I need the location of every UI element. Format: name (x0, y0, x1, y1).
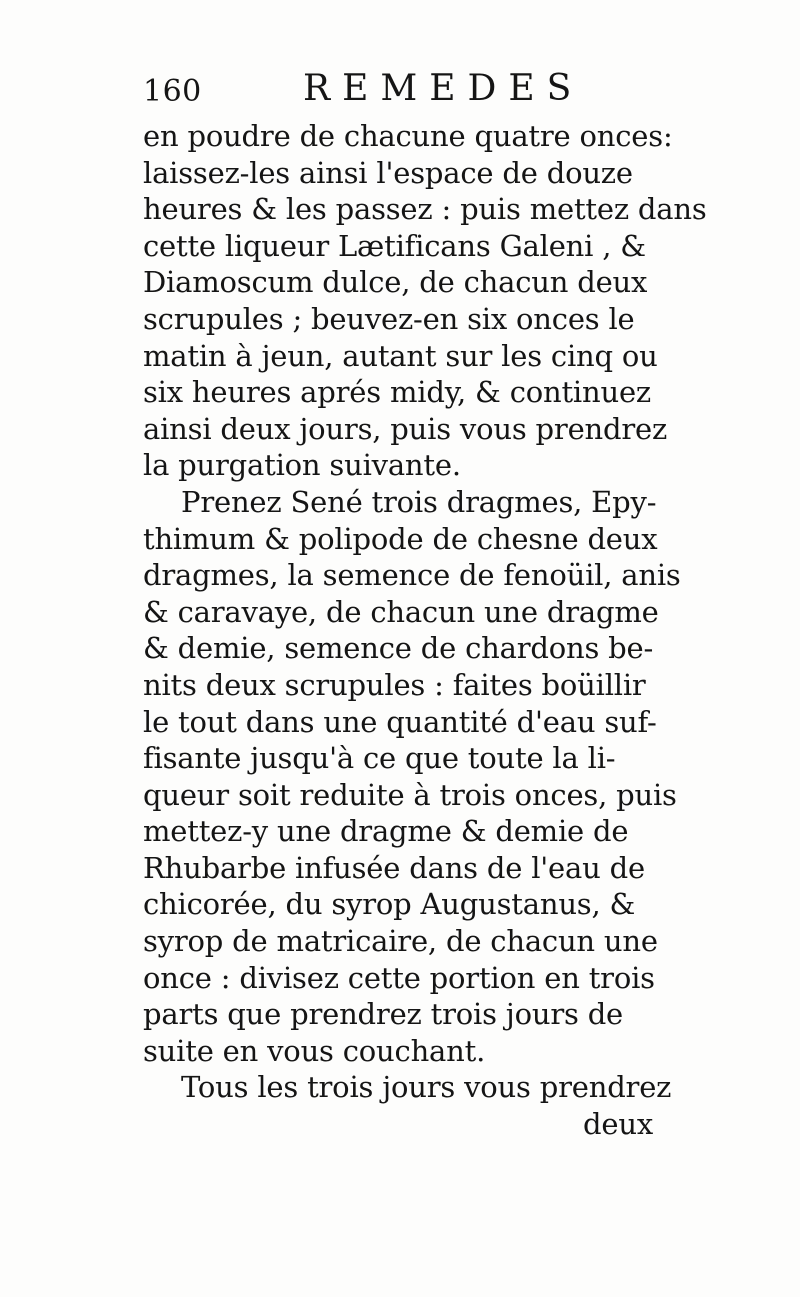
text-line: la purgation suivante. (143, 448, 461, 483)
text-line: Rhubarbe infusée dans de l'eau de (143, 850, 645, 885)
text-line: queur soit reduite à trois onces, puis (143, 777, 677, 812)
text-line: le tout dans une quantité d'eau suf- (143, 704, 657, 739)
text-line: & demie, semence de chardons be- (143, 631, 654, 666)
body-text (143, 118, 707, 1143)
text-line: suite en vous couchant. (143, 1033, 486, 1068)
text-line: scrupules ; beuvez-en six onces le (143, 301, 635, 336)
text-line: Diamoscum dulce, de chacun deux (143, 265, 648, 300)
page-header (143, 68, 663, 114)
catchword: deux (583, 1107, 653, 1142)
text-line: thimum & polipode de chesne deux (143, 521, 658, 556)
text-line: ainsi deux jours, puis vous prendrez (143, 411, 668, 446)
text-line: heures & les passez : puis mettez dans (143, 192, 707, 227)
text-line: chicorée, du syrop Augustanus, & (143, 887, 636, 922)
text-line: nits deux scrupules : faites boüillir (143, 667, 646, 702)
text-line: once : divisez cette portion en trois (143, 960, 655, 995)
text-line: dragmes, la semence de fenoüil, anis (143, 558, 681, 593)
paragraph-start-line: Prenez Sené trois dragmes, Epy- (181, 484, 657, 519)
text-line: cette liqueur Lætificans Galeni , & (143, 228, 646, 263)
running-title: REMEDES (303, 68, 584, 109)
text-line: parts que prendrez trois jours de (143, 997, 624, 1032)
text-line: fisante jusqu'à ce que toute la li- (143, 741, 616, 776)
text-line: mettez-y une dragme & demie de (143, 814, 629, 849)
text-line: syrop de matricaire, de chacun une (143, 924, 658, 959)
text-line: laissez-les ainsi l'espace de douze (143, 155, 633, 190)
text-line: matin à jeun, autant sur les cinq ou (143, 338, 658, 373)
text-line: & caravaye, de chacun une dragme (143, 594, 659, 629)
page-number: 160 (143, 74, 202, 109)
text-line: six heures aprés midy, & continuez (143, 375, 651, 410)
paragraph-start-line: Tous les trois jours vous prendrez (181, 1070, 672, 1105)
text-line: en poudre de chacune quatre onces: (143, 119, 673, 153)
